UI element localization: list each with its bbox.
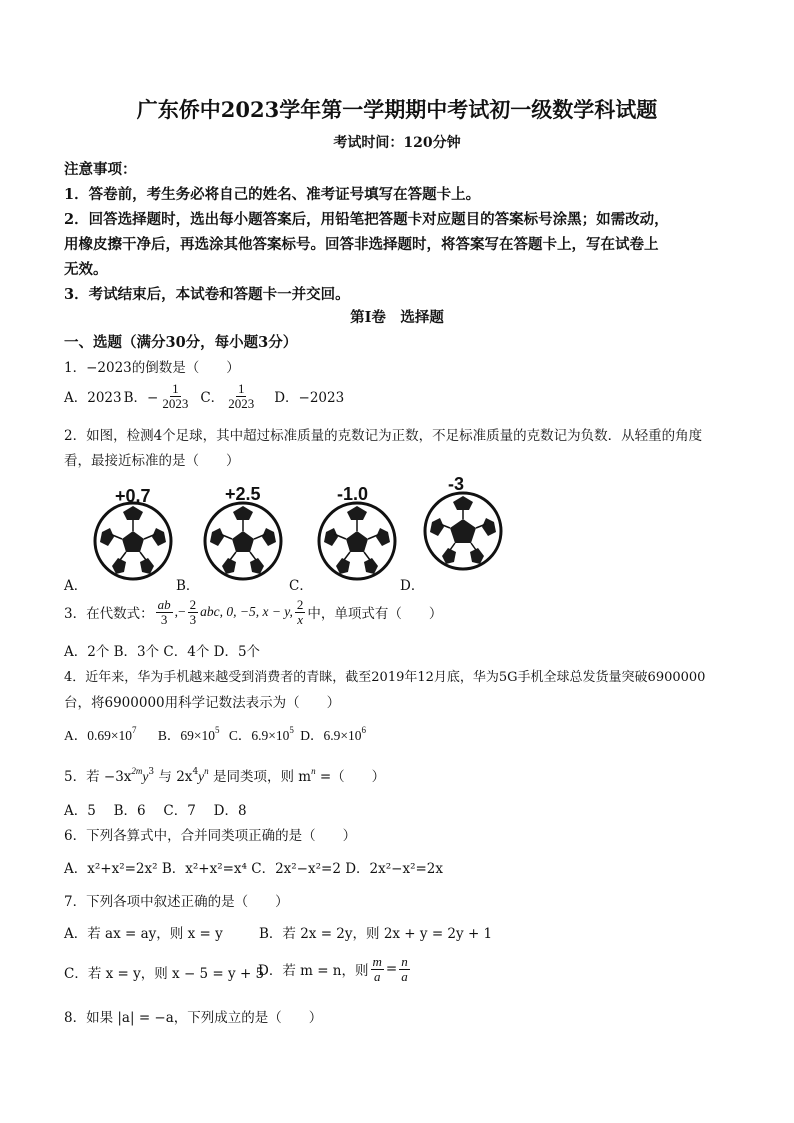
q1-option-a: A．2023 — [64, 390, 122, 407]
q2-option-d: D． — [400, 578, 425, 594]
q2-option-c: C． — [289, 578, 313, 594]
q4-stem-line1: 4．近年来，华为手机越来越受到消费者的青睐，截至2019年12月底，华为5G手机全球总发货量突破6900000 — [64, 670, 706, 685]
q5-stem: 5．若 $-3x^{2m}y^3$ 与 $2x^4y^n$ 是同类项，则 $m^n$ =（ ） — [64, 766, 386, 785]
q1-option-d: D．−2023 — [274, 390, 345, 407]
q2-stem-line1: 2．如图，检测4个足球，其中超过标准质量的克数记为正数，不足标准质量的克数记为负数．从轻重的角度 — [64, 428, 703, 444]
q7-option-b: B．若 2x = 2y，则 2x + y = 2y + 1 — [259, 926, 493, 942]
q7-stem: 7．下列各项中叙述正确的是（ ） — [64, 894, 289, 910]
q3-fraction-ab-3: $\frac{ab}{3}$ — [157, 597, 171, 627]
q3-fraction-2-3: $\frac{2}{3}$ — [189, 597, 197, 627]
q1-options — [64, 382, 344, 410]
q6-options: A．x²+x²=2x² B．x²+x²=x⁴ C．2x²−x²=2 D．2x²−x²=2x — [64, 861, 444, 877]
q7-fraction-m-a: $\frac{m}{a}$ — [372, 954, 382, 984]
q5-options: A．5 B．6 C．7 D．8 — [64, 803, 247, 819]
q8-stem: 8．如果 |a| = −a，下列成立的是（ ） — [64, 1010, 323, 1026]
q2-stem-line2: 看，最接近标准的是（ ） — [64, 453, 240, 469]
q6-stem: 6．下列各算式中，合并同类项正确的是（ ） — [64, 828, 357, 844]
q1-option-c: C． — [200, 390, 225, 407]
note-2-line3: 无效。 — [64, 261, 108, 278]
volume-heading: 第Ⅰ卷 选择题 — [350, 309, 444, 326]
football-a-label: +0.7 — [115, 486, 151, 506]
note-2-line2: 用橡皮擦干净后，再选涂其他答案标号。回答非选择题时，将答案写在答题卡上，写在试卷上 — [64, 236, 659, 253]
q4-options: A．$0.69\times 10^7$ B．$69\times 10^5$ C．$6.9\times 10^5$ D．$6.9\times 10^6$ — [64, 725, 366, 743]
football-d-label: -3 — [448, 474, 465, 494]
q1-option-c-fraction: $\frac{1}{2023}$ — [228, 381, 255, 411]
q1-option-b: B．− — [123, 390, 159, 407]
notes-heading: 注意事项： — [64, 161, 137, 178]
note-2-line1: 2．回答选择题时，选出每小题答案后，用铅笔把答题卡对应题目的答案标号涂黑；如需改动， — [64, 211, 669, 228]
q3-fraction-2-x: $\frac{2}{x}$ — [296, 597, 304, 627]
q4-stem-line2: 台，将6900000用科学记数法表示为（ ） — [64, 695, 341, 711]
q2-option-a: A． — [64, 578, 88, 594]
football-c-label: -1.0 — [337, 484, 369, 504]
note-1: 1．答卷前，考生务必将自己的姓名、准考证号填写在答题卡上。 — [64, 186, 481, 203]
q7-option-c: C．若 x = y，则 x − 5 = y + 5 — [64, 966, 265, 982]
q2-option-b: B． — [176, 578, 200, 594]
football-b-label: +2.5 — [225, 484, 261, 504]
q3-options: A．2个 B．3个 C．4个 D．5个 — [64, 644, 261, 660]
exam-title: 广东侨中2023学年第一学期期中考试初一级数学科试题 — [136, 97, 658, 122]
section-heading: 一、选题（满分30分，每小题3分） — [64, 334, 298, 351]
q7-option-a: A．若 ax = ay，则 x = y — [64, 926, 223, 942]
q3-stem: 3．在代数式： $\frac{ab}{3}$ ,− $\frac{2}{3}$ abc, 0, −5, x − y, $\frac{2}{x}$ 中，单项式有（ ） — [64, 597, 443, 627]
q7-fraction-n-a: $\frac{n}{a}$ — [401, 954, 408, 984]
q1-stem: 1．−2023的倒数是（ ） — [64, 360, 240, 376]
note-3: 3．考试结束后，本试卷和答题卡一并交回。 — [64, 286, 350, 303]
q7-option-d: D．若 m = n，则 $\frac{m}{a}$ = $\frac{n}{a}$ — [258, 954, 408, 984]
exam-time: 考试时间：120分钟 — [333, 135, 461, 151]
q1-option-b-fraction: $\frac{1}{2023}$ — [162, 381, 189, 411]
